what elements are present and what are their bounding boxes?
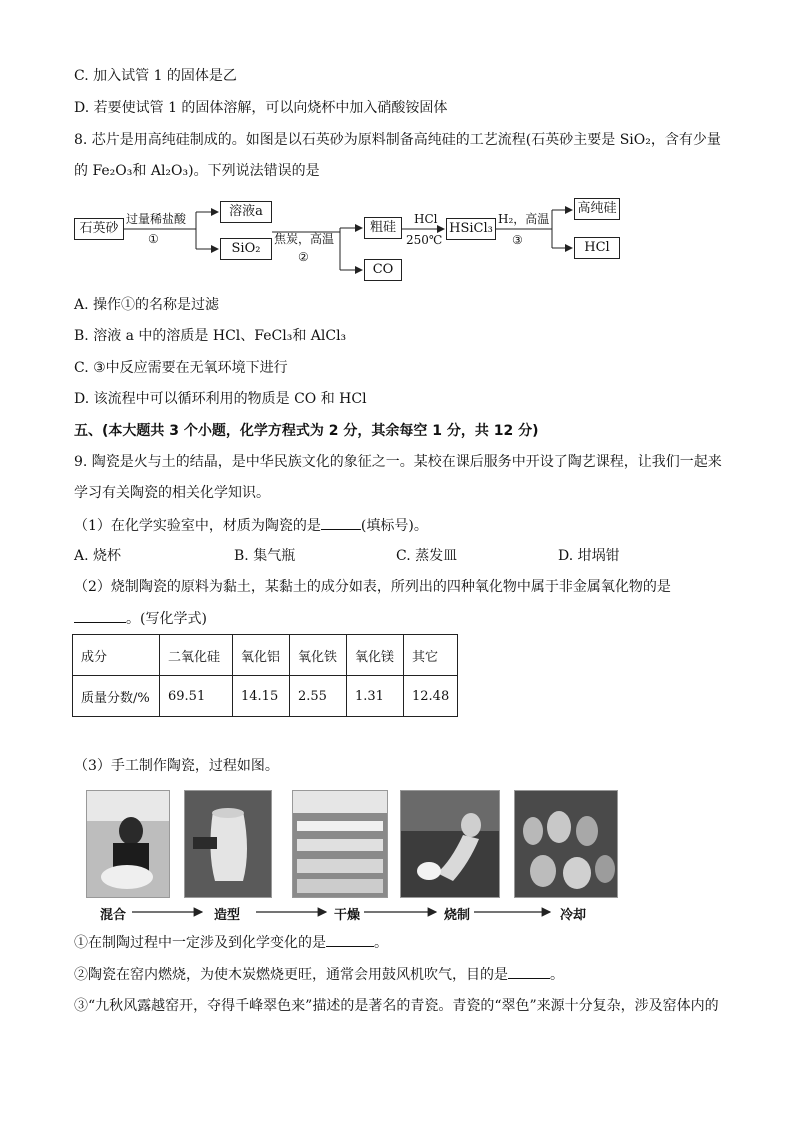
flow-label-step1: ① <box>148 232 159 246</box>
q9-sub2-tail: 。 <box>550 967 564 983</box>
table-header-cell: 其它 <box>404 635 458 676</box>
table-header-cell: 二氧化硅 <box>160 635 233 676</box>
photo-drying <box>292 790 388 898</box>
photo-cooling <box>514 790 618 898</box>
q8-stem-line1: 8. 芯片是用高纯硅制成的。如图是以石英砂为原料制备高纯硅的工艺流程(石英砂主要是 SiO₂，含有少量 <box>74 132 721 148</box>
photo-firing <box>400 790 500 898</box>
process-step-mix: 混合 <box>100 908 127 923</box>
flow-label-coke-high-temp: 焦炭，高温 <box>274 232 335 246</box>
flow-box-hsicl3: HSiCl₃ <box>446 218 496 240</box>
flow-box-solution-a: 溶液a <box>220 201 272 223</box>
table-cell: 2.55 <box>290 676 347 717</box>
q9-part2-tail: 。(写化学式) <box>126 611 207 627</box>
flow-label-250c: 250℃ <box>406 233 443 247</box>
table-cell: 质量分数/% <box>73 676 160 717</box>
q7-option-d: D. 若要使试管 1 的固体溶解，可以向烧杯中加入硝酸铵固体 <box>74 100 448 116</box>
flow-label-hcl: HCl <box>414 212 438 226</box>
table-cell: 12.48 <box>404 676 458 717</box>
flow-box-co: CO <box>364 259 402 281</box>
flow-box-crude-silicon: 粗硅 <box>364 217 402 239</box>
q9-sub1 <box>74 932 388 953</box>
q9-sub2-text: ②陶瓷在窑内燃烧，为使木炭燃烧更旺，通常会用鼓风机吹气，目的是 <box>74 967 508 983</box>
flow-box-quartz-sand: 石英砂 <box>74 218 124 240</box>
q9-part2-line1: （2）烧制陶瓷的原料为黏土，某黏土的成分如表，所列出的四种氧化物中属于非金属氧化物的是 <box>74 579 671 595</box>
q9-sub1-text: ①在制陶过程中一定涉及到化学变化的是 <box>74 935 326 951</box>
table-cell: 1.31 <box>347 676 404 717</box>
process-step-fire: 烧制 <box>444 908 471 923</box>
table-header-row <box>73 635 458 676</box>
q9-sub3: ③“九秋风露越窑开，夺得千峰翠色来”描述的是著名的青瓷。青瓷的“翠色”来源十分复杂，涉及窑体内的 <box>74 998 719 1014</box>
process-step-dry: 干燥 <box>334 908 361 923</box>
q9-part2-blank[interactable] <box>74 608 126 623</box>
flow-box-pure-silicon: 高纯硅 <box>574 198 620 220</box>
process-flow-arrows <box>0 0 794 300</box>
table-header-cell: 氧化铝 <box>233 635 290 676</box>
q9-part3: （3）手工制作陶瓷，过程如图。 <box>74 758 279 774</box>
q9-sub2-blank[interactable] <box>508 964 550 979</box>
q9-option-c: C. 蒸发皿 <box>396 548 458 564</box>
q8-stem-line2: 的 Fe₂O₃和 Al₂O₃)。下列说法错误的是 <box>74 163 320 179</box>
table-row <box>73 676 458 717</box>
section-5-header: 五、(本大题共 3 个小题，化学方程式为 2 分，其余每空 1 分，共 12 分) <box>74 423 539 439</box>
table-cell: 14.15 <box>233 676 290 717</box>
q9-part2-line2 <box>74 608 207 629</box>
flow-label-dilute-hcl: 过量稀盐酸 <box>126 212 187 226</box>
process-step-cool: 冷却 <box>560 908 587 923</box>
photo-shaping <box>184 790 272 898</box>
q9-stem-line2: 学习有关陶瓷的相关化学知识。 <box>74 485 270 501</box>
q9-option-a: A. 烧杯 <box>74 548 122 564</box>
flow-label-step3: ③ <box>512 233 523 247</box>
flow-label-step2: ② <box>298 250 309 264</box>
flow-box-sio2: SiO₂ <box>220 238 272 260</box>
q8-option-b: B. 溶液 a 中的溶质是 HCl、FeCl₃和 AlCl₃ <box>74 328 347 344</box>
q7-option-c: C. 加入试管 1 的固体是乙 <box>74 68 237 84</box>
table-cell: 69.51 <box>160 676 233 717</box>
q9-part1 <box>74 515 428 536</box>
q8-option-c: C. ③中反应需要在无氧环境下进行 <box>74 360 288 376</box>
table-header-cell: 氧化铁 <box>290 635 347 676</box>
q9-part1-tail: (填标号)。 <box>360 518 428 534</box>
q9-sub2 <box>74 964 564 985</box>
process-step-shape: 造型 <box>214 908 241 923</box>
q9-sub1-blank[interactable] <box>326 932 374 947</box>
q9-stem-line1: 9. 陶瓷是火与土的结晶，是中华民族文化的象征之一。某校在课后服务中开设了陶艺课程，让我们一起来 <box>74 454 722 470</box>
clay-composition-table <box>72 634 458 717</box>
q9-sub1-tail: 。 <box>374 935 388 951</box>
q9-option-d: D. 坩埚钳 <box>558 548 620 564</box>
q8-option-d: D. 该流程中可以循环利用的物质是 CO 和 HCl <box>74 391 367 407</box>
q9-part1-text: （1）在化学实验室中，材质为陶瓷的是 <box>74 518 321 534</box>
table-header-cell: 成分 <box>73 635 160 676</box>
flow-label-h2-high-temp: H₂，高温 <box>498 212 550 226</box>
q8-option-a: A. 操作①的名称是过滤 <box>74 297 220 313</box>
photo-mixing <box>86 790 170 898</box>
table-header-cell: 氧化镁 <box>347 635 404 676</box>
flow-box-hcl-output: HCl <box>574 237 620 259</box>
q9-part1-blank[interactable] <box>321 515 361 530</box>
q9-option-b: B. 集气瓶 <box>234 548 296 564</box>
